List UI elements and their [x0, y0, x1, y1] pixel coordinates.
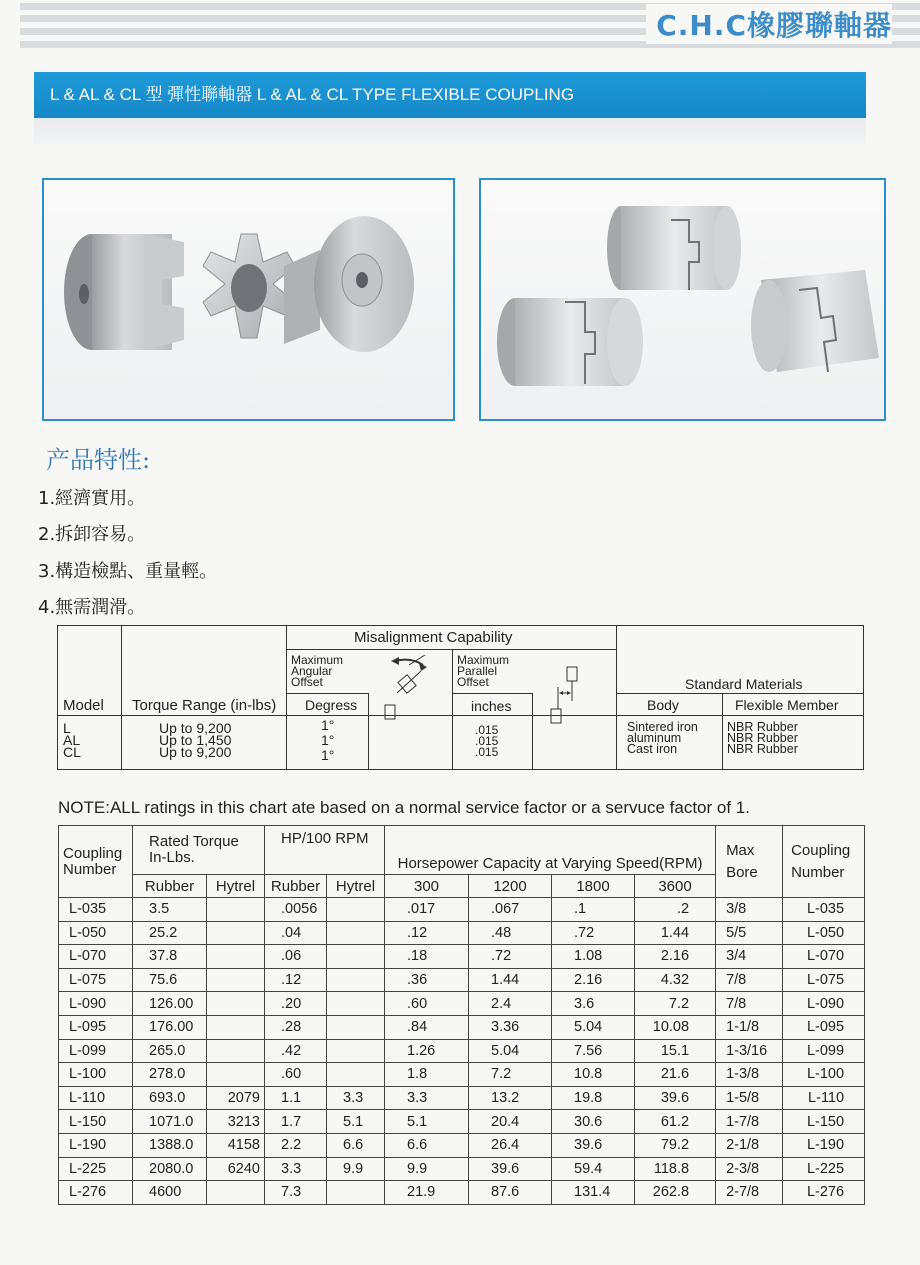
rubber-torque-cell: 25.2 [133, 921, 207, 945]
max-bore-cell: 1-3/8 [716, 1063, 783, 1087]
table-row [59, 968, 865, 992]
hp-1200-cell: 39.6 [469, 1157, 552, 1181]
rpm-1800-header: 1800 [552, 875, 635, 898]
body-values: Sintered iron aluminum Cast iron [627, 720, 698, 756]
hytrel-hp-cell [327, 1063, 385, 1087]
rubber-hp-cell: .04 [265, 921, 327, 945]
hytrel-hp-cell [327, 1181, 385, 1205]
rubber-hp-cell: .60 [265, 1063, 327, 1087]
rubber-hp-cell: 7.3 [265, 1181, 327, 1205]
hytrel-torque-cell: 6240 [207, 1157, 265, 1181]
hytrel-hp-cell: 9.9 [327, 1157, 385, 1181]
torque-range-header: Torque Range (in-lbs) [132, 697, 277, 714]
rubber-hp-cell: .20 [265, 992, 327, 1016]
max-bore-cell: 3/4 [716, 945, 783, 969]
feature-item: 3.構造檢點、重量輕。 [38, 561, 218, 582]
rubber-hp-cell: .0056 [265, 898, 327, 922]
coupling-number-cell: L-095 [59, 1015, 133, 1039]
brand-title: C.H.C橡膠聯軸器 [646, 4, 892, 44]
max-bore-cell: 5/5 [716, 921, 783, 945]
rubber-torque-cell: 126.00 [133, 992, 207, 1016]
hytrel-torque-cell [207, 1015, 265, 1039]
hp-1800-cell: 131.4 [552, 1181, 635, 1205]
hytrel-hp-cell [327, 945, 385, 969]
hp-300-cell: .18 [385, 945, 469, 969]
degree-values: 1° 1° 1° [321, 717, 335, 763]
feature-item: 1.經濟實用。 [38, 488, 146, 509]
hp-3600-cell: 2.16 [635, 945, 716, 969]
inch-values: .015 .015 .015 [475, 723, 499, 759]
coupling-number-right-cell: L-276 [783, 1181, 865, 1205]
body-header: Body [647, 697, 679, 713]
max-bore-cell: 7/8 [716, 968, 783, 992]
rubber-torque-cell: 1388.0 [133, 1133, 207, 1157]
feature-item: 2.拆卸容易。 [38, 524, 146, 545]
coupling-number-right-cell: L-070 [783, 945, 865, 969]
hytrel-hp-cell [327, 921, 385, 945]
product-photo-assembled [479, 178, 886, 421]
rubber-hp-cell: 1.1 [265, 1086, 327, 1110]
hytrel-torque-cell [207, 968, 265, 992]
hp-1800-cell: 3.6 [552, 992, 635, 1016]
hp-3600-cell: 7.2 [635, 992, 716, 1016]
rubber-torque-cell: 265.0 [133, 1039, 207, 1063]
coupling-number-right-cell: L-050 [783, 921, 865, 945]
max-bore-cell: 1-1/8 [716, 1015, 783, 1039]
max-bore-cell: 2-7/8 [716, 1181, 783, 1205]
hytrel-torque-header: Hytrel [207, 875, 265, 898]
coupling-number-cell: L-190 [59, 1133, 133, 1157]
hp-per-100-rpm-header: HP/100 RPM [265, 826, 385, 875]
rubber-torque-cell: 75.6 [133, 968, 207, 992]
section-banner: L & AL & CL 型 彈性聯軸器 L & AL & CL TYPE FLEXIBLE COUPLING [34, 72, 866, 118]
degrees-unit: Degress [305, 697, 358, 713]
banner-shadow [34, 118, 866, 144]
rpm-3600-header: 3600 [635, 875, 716, 898]
product-photo-exploded [42, 178, 455, 421]
coupling-number-header-right: Coupling Number [783, 826, 865, 898]
hp-1800-cell: 5.04 [552, 1015, 635, 1039]
hp-1200-cell: 2.4 [469, 992, 552, 1016]
coupling-number-right-cell: L-100 [783, 1063, 865, 1087]
coupling-number-right-cell: L-090 [783, 992, 865, 1016]
rubber-torque-cell: 693.0 [133, 1086, 207, 1110]
hp-300-cell: 6.6 [385, 1133, 469, 1157]
hp-3600-cell: 21.6 [635, 1063, 716, 1087]
max-bore-cell: 1-3/16 [716, 1039, 783, 1063]
max-bore-cell: 1-5/8 [716, 1086, 783, 1110]
angular-offset-label: Maximum Angular Offset [291, 653, 344, 689]
table-row [59, 1015, 865, 1039]
coupling-number-right-cell: L-110 [783, 1086, 865, 1110]
hp-3600-cell: 1.44 [635, 921, 716, 945]
hp-1200-cell: 7.2 [469, 1063, 552, 1087]
table-row [59, 921, 865, 945]
max-bore-cell: 2-1/8 [716, 1133, 783, 1157]
hytrel-hp-cell [327, 968, 385, 992]
hp-1800-cell: 1.08 [552, 945, 635, 969]
hp-3600-cell: 39.6 [635, 1086, 716, 1110]
hp-1800-cell: 30.6 [552, 1110, 635, 1134]
coupling-number-cell: L-070 [59, 945, 133, 969]
coupling-number-right-cell: L-095 [783, 1015, 865, 1039]
rpm-300-header: 300 [385, 875, 469, 898]
hp-3600-cell: 262.8 [635, 1181, 716, 1205]
rubber-torque-cell: 4600 [133, 1181, 207, 1205]
table-row [59, 945, 865, 969]
table-row [59, 1133, 865, 1157]
coupling-number-right-cell: L-190 [783, 1133, 865, 1157]
coupling-number-right-cell: L-225 [783, 1157, 865, 1181]
hp-1800-cell: .72 [552, 921, 635, 945]
hytrel-hp-cell: 3.3 [327, 1086, 385, 1110]
hp-1200-cell: 13.2 [469, 1086, 552, 1110]
hp-3600-cell: 10.08 [635, 1015, 716, 1039]
hytrel-torque-cell [207, 992, 265, 1016]
coupling-number-right-cell: L-075 [783, 968, 865, 992]
hp-3600-cell: 15.1 [635, 1039, 716, 1063]
parallel-offset-diagram [537, 661, 611, 725]
rubber-hp-header: Rubber [265, 875, 327, 898]
rubber-hp-cell: 3.3 [265, 1157, 327, 1181]
table-row [59, 1039, 865, 1063]
coupling-number-right-cell: L-035 [783, 898, 865, 922]
coupling-number-cell: L-225 [59, 1157, 133, 1181]
hp-300-cell: .017 [385, 898, 469, 922]
hytrel-torque-cell [207, 945, 265, 969]
max-bore-header: Max Bore [716, 826, 783, 898]
hp-3600-cell: .2 [635, 898, 716, 922]
hp-3600-cell: 118.8 [635, 1157, 716, 1181]
hp-300-cell: 21.9 [385, 1181, 469, 1205]
hp-300-cell: .84 [385, 1015, 469, 1039]
coupling-number-cell: L-099 [59, 1039, 133, 1063]
max-bore-cell: 3/8 [716, 898, 783, 922]
hytrel-torque-cell: 2079 [207, 1086, 265, 1110]
hp-300-cell: .36 [385, 968, 469, 992]
coupling-number-cell: L-150 [59, 1110, 133, 1134]
hp-1200-cell: .48 [469, 921, 552, 945]
table-row [59, 1086, 865, 1110]
misalignment-table [57, 625, 864, 770]
hytrel-hp-header: Hytrel [327, 875, 385, 898]
coupling-number-cell: L-035 [59, 898, 133, 922]
rubber-torque-cell: 3.5 [133, 898, 207, 922]
rated-torque-header: Rated Torque In-Lbs. [133, 826, 265, 875]
hp-1800-cell: 2.16 [552, 968, 635, 992]
torque-values: Up to 9,200 Up to 1,450 Up to 9,200 [159, 720, 232, 760]
coupling-number-right-cell: L-099 [783, 1039, 865, 1063]
coupling-number-cell: L-110 [59, 1086, 133, 1110]
coupling-number-cell: L-075 [59, 968, 133, 992]
hp-1200-cell: 3.36 [469, 1015, 552, 1039]
hp-1800-cell: 39.6 [552, 1133, 635, 1157]
flex-member-values: NBR Rubber NBR Rubber NBR Rubber [727, 720, 798, 756]
table-row [59, 1157, 865, 1181]
rubber-hp-cell: .12 [265, 968, 327, 992]
hytrel-hp-cell [327, 1015, 385, 1039]
max-bore-cell: 7/8 [716, 992, 783, 1016]
coupling-table [58, 825, 865, 1205]
hp-1200-cell: 5.04 [469, 1039, 552, 1063]
model-header: Model [63, 697, 104, 714]
hytrel-torque-cell: 3213 [207, 1110, 265, 1134]
rubber-hp-cell: 2.2 [265, 1133, 327, 1157]
feature-item: 4.無需潤滑。 [38, 597, 146, 618]
hp-1800-cell: 19.8 [552, 1086, 635, 1110]
hytrel-hp-cell [327, 992, 385, 1016]
coupling-number-cell: L-050 [59, 921, 133, 945]
model-values: L AL CL [63, 720, 81, 760]
rubber-torque-cell: 1071.0 [133, 1110, 207, 1134]
hp-1200-cell: 20.4 [469, 1110, 552, 1134]
hp-1800-cell: 59.4 [552, 1157, 635, 1181]
hp-3600-cell: 61.2 [635, 1110, 716, 1134]
max-bore-cell: 2-3/8 [716, 1157, 783, 1181]
hp-1200-cell: 87.6 [469, 1181, 552, 1205]
flexible-member-header: Flexible Member [735, 697, 839, 713]
hp-300-cell: 5.1 [385, 1110, 469, 1134]
hp-3600-cell: 4.32 [635, 968, 716, 992]
hp-1800-cell: 10.8 [552, 1063, 635, 1087]
rubber-hp-cell: .06 [265, 945, 327, 969]
rubber-hp-cell: 1.7 [265, 1110, 327, 1134]
rubber-torque-cell: 2080.0 [133, 1157, 207, 1181]
rubber-torque-header: Rubber [133, 875, 207, 898]
rubber-torque-cell: 37.8 [133, 945, 207, 969]
hp-1800-cell: .1 [552, 898, 635, 922]
hp-300-cell: .12 [385, 921, 469, 945]
coupling-number-cell: L-100 [59, 1063, 133, 1087]
table-row [59, 1181, 865, 1205]
features-title: 产品特性: [46, 446, 151, 474]
coupling-number-cell: L-090 [59, 992, 133, 1016]
max-bore-cell: 1-7/8 [716, 1110, 783, 1134]
rpm-1200-header: 1200 [469, 875, 552, 898]
hytrel-torque-cell [207, 898, 265, 922]
hp-capacity-header: Horsepower Capacity at Varying Speed(RPM) [385, 826, 716, 875]
hp-300-cell: 1.8 [385, 1063, 469, 1087]
hp-300-cell: 1.26 [385, 1039, 469, 1063]
hp-1200-cell: .72 [469, 945, 552, 969]
rubber-torque-cell: 278.0 [133, 1063, 207, 1087]
coupling-table-body [59, 898, 865, 1205]
angular-offset-diagram [375, 655, 449, 725]
hp-3600-cell: 79.2 [635, 1133, 716, 1157]
hp-1800-cell: 7.56 [552, 1039, 635, 1063]
hp-300-cell: .60 [385, 992, 469, 1016]
hp-300-cell: 9.9 [385, 1157, 469, 1181]
coupling-number-right-cell: L-150 [783, 1110, 865, 1134]
coupling-number-header: Coupling Number [59, 826, 133, 898]
rubber-torque-cell: 176.00 [133, 1015, 207, 1039]
hytrel-hp-cell [327, 898, 385, 922]
hytrel-torque-cell [207, 1039, 265, 1063]
hp-1200-cell: .067 [469, 898, 552, 922]
hytrel-torque-cell [207, 1063, 265, 1087]
hytrel-hp-cell: 6.6 [327, 1133, 385, 1157]
misalignment-header: Misalignment Capability [354, 629, 513, 646]
hytrel-hp-cell: 5.1 [327, 1110, 385, 1134]
hytrel-torque-cell [207, 921, 265, 945]
rating-note: NOTE:ALL ratings in this chart ate based on a normal service factor or a servuce factor of 1. [58, 798, 750, 817]
materials-header: Standard Materials [685, 676, 803, 692]
parallel-offset-label: Maximum Parallel Offset [457, 653, 510, 689]
hp-1200-cell: 1.44 [469, 968, 552, 992]
hytrel-torque-cell: 4158 [207, 1133, 265, 1157]
hp-300-cell: 3.3 [385, 1086, 469, 1110]
table-row [59, 992, 865, 1016]
coupling-number-cell: L-276 [59, 1181, 133, 1205]
table-row [59, 1110, 865, 1134]
table-row [59, 1063, 865, 1087]
hytrel-torque-cell [207, 1181, 265, 1205]
hp-1200-cell: 26.4 [469, 1133, 552, 1157]
table-row [59, 898, 865, 922]
rubber-hp-cell: .28 [265, 1015, 327, 1039]
inches-unit: inches [471, 698, 512, 714]
rubber-hp-cell: .42 [265, 1039, 327, 1063]
hytrel-hp-cell [327, 1039, 385, 1063]
